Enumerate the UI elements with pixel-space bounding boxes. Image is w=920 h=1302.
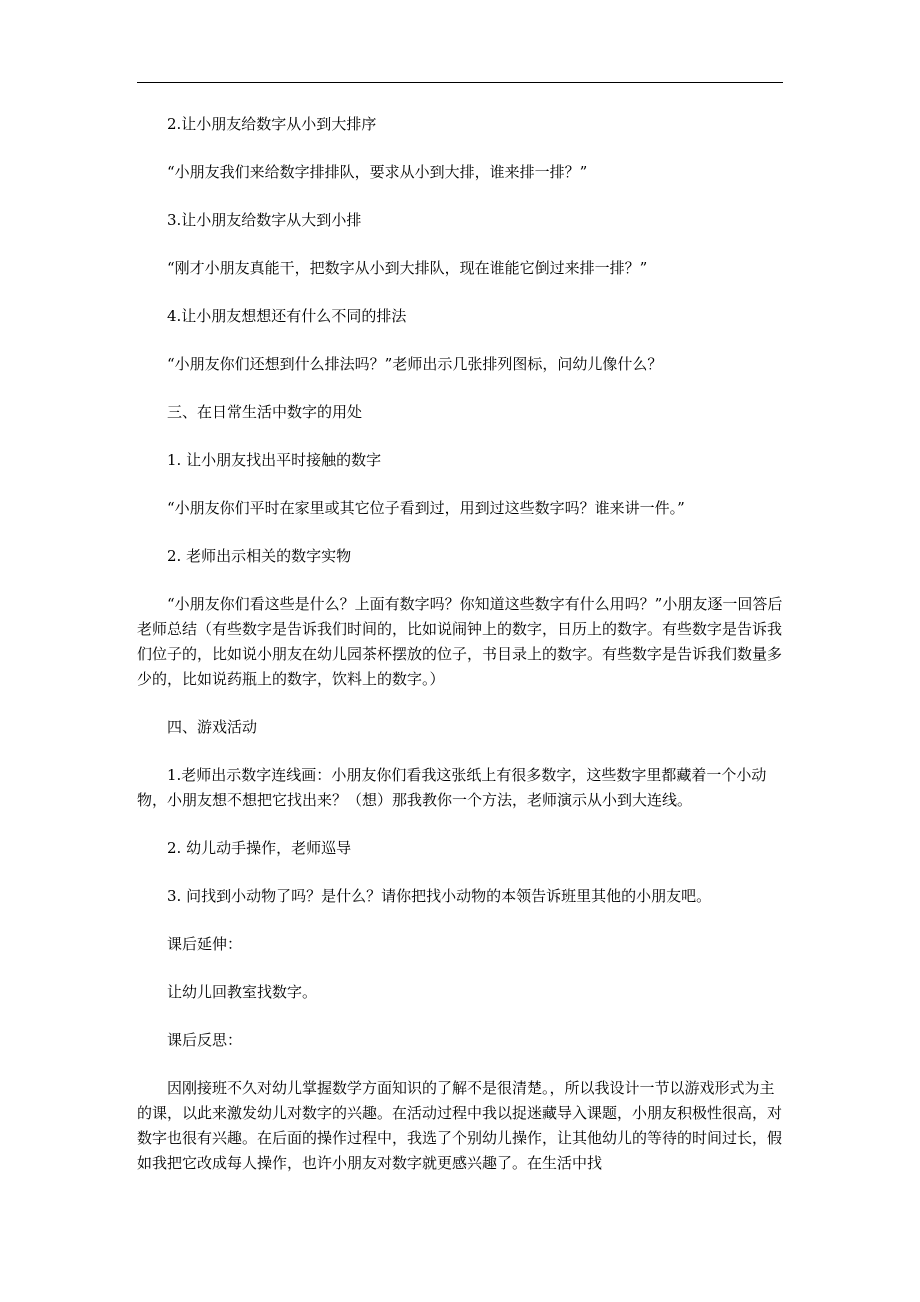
paragraph: “小朋友你们看这些是什么？上面有数字吗？你知道这些数字有什么用吗？”小朋友逐一回答后老师总结（有些数字是告诉我们时间的，比如说闹钟上的数字，日历上的数字。有些数字是告诉我们位子的，比如说小朋友在幼儿园茶杯摆放的位子，书目录上的数字。有些数字是告诉我们数量多少的，比如说药瓶上的数字，饮料上的数字。）: [137, 595, 783, 688]
paragraph: “小朋友你们平时在家里或其它位子看到过，用到过这些数字吗？谁来讲一件。”: [167, 499, 685, 517]
section-heading: 三、在日常生活中数字的用处: [167, 403, 363, 421]
paragraph: 3.让小朋友给数字从大到小排: [167, 211, 362, 229]
paragraph: 1.老师出示数字连线画：小朋友你们看我这张纸上有很多数字，这些数字里都藏着一个小动物，小朋友想不想把它找出来？（想）那我教你一个方法，老师演示从小到大连线。: [137, 766, 767, 809]
paragraph: 2. 幼儿动手操作，老师巡导: [167, 839, 352, 857]
section-heading: 课后反思：: [167, 1031, 243, 1049]
paragraph: 2. 老师出示相关的数字实物: [167, 547, 352, 565]
paragraph: 3. 问找到小动物了吗？是什么？请你把找小动物的本领告诉班里其他的小朋友吧。: [167, 887, 712, 905]
header-rule: [137, 82, 783, 83]
paragraph: “小朋友我们来给数字排排队，要求从小到大排，谁来排一排？”: [167, 163, 588, 181]
section-heading: 四、游戏活动: [167, 718, 258, 736]
section-heading: 课后延伸：: [167, 935, 243, 953]
document-body: [137, 112, 783, 1176]
paragraph: “小朋友你们还想到什么排法吗？”老师出示几张排列图标，问幼儿像什么？: [167, 355, 663, 373]
paragraph: 让幼儿回教室找数字。: [167, 983, 318, 1001]
paragraph: “刚才小朋友真能干，把数字从小到大排队，现在谁能它倒过来排一排？”: [167, 259, 648, 277]
paragraph: 2.让小朋友给数字从小到大排序: [167, 115, 377, 133]
paragraph: 4.让小朋友想想还有什么不同的排法: [167, 307, 407, 325]
paragraph: 因刚接班不久对幼儿掌握数学方面知识的了解不是很清楚。，所以我设计一节以游戏形式为主的课，以此来激发幼儿对数字的兴趣。在活动过程中我以捉迷藏导入课题，小朋友积极性很高，对数字也很有兴趣。在后面的操作过程中，我选了个别幼儿操作，让其他幼儿的等待的时间过长，假如我把它改成每人操作，也许小朋友对数字就更感兴趣了。在生活中找: [137, 1079, 783, 1172]
paragraph: 1. 让小朋友找出平时接触的数字: [167, 451, 382, 469]
